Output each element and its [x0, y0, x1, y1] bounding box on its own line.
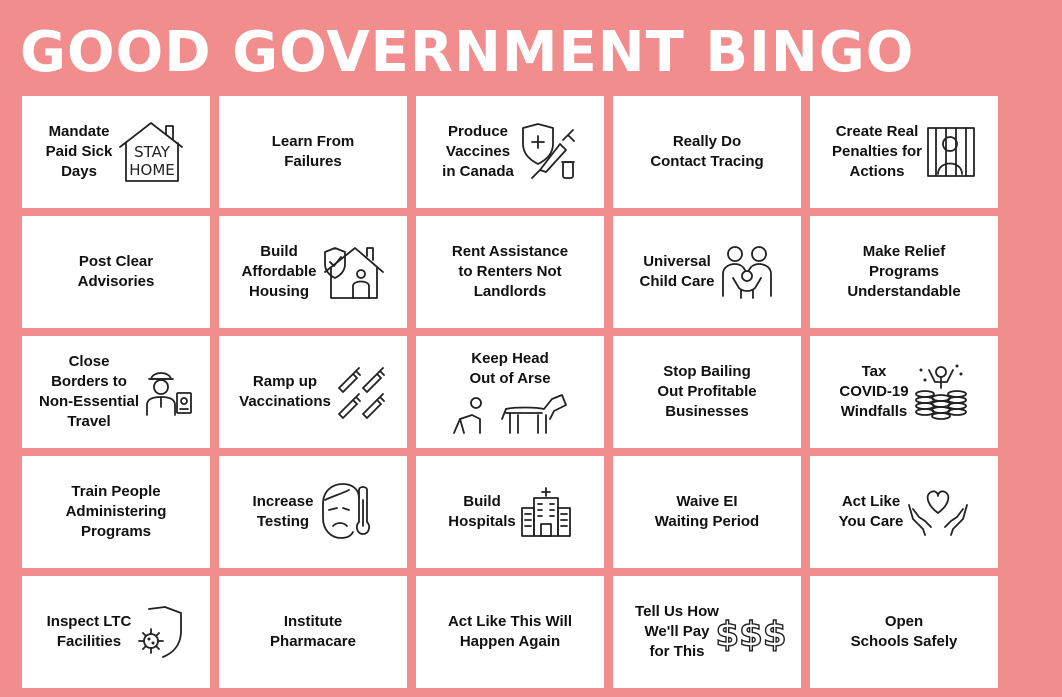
cell-label: Tax COVID-19 Windfalls	[839, 363, 909, 420]
cell-label: Mandate Paid Sick Days	[45, 123, 113, 180]
vaccine-syringe-shield-icon	[518, 122, 578, 182]
house-shield-person-icon	[321, 242, 385, 302]
bingo-cell-real-penalties[interactable]	[810, 96, 998, 208]
money-coins-celebration-icon	[913, 364, 969, 420]
cell-label: Act Like This Will Happen Again	[447, 613, 573, 650]
cell-label: Waive EI Waiting Period	[654, 493, 760, 530]
cell-label: Learn From Failures	[271, 133, 355, 170]
bingo-cell-tell-us-how[interactable]	[613, 576, 801, 688]
border-officer-passport-icon	[143, 367, 193, 417]
bingo-cell-waive-ei[interactable]	[613, 456, 801, 568]
bingo-grid	[22, 96, 998, 688]
bingo-cell-contact-tracing[interactable]	[613, 96, 801, 208]
cell-label: Keep Head Out of Arse	[469, 350, 551, 387]
bingo-cell-tax-windfalls[interactable]	[810, 336, 998, 448]
bingo-cell-paid-sick-days[interactable]	[22, 96, 210, 208]
bingo-cell-act-like-you-care[interactable]	[810, 456, 998, 568]
cell-label: Make Relief Programs Understandable	[847, 243, 961, 300]
bingo-cell-happen-again[interactable]	[416, 576, 604, 688]
page-title: GOOD GOVERNMENT BINGO	[20, 20, 915, 85]
bingo-cell-universal-child-care[interactable]	[613, 216, 801, 328]
bingo-cell-produce-vaccines[interactable]	[416, 96, 604, 208]
dollar-signs-icon	[715, 610, 787, 655]
bingo-cell-train-people[interactable]	[22, 456, 210, 568]
stay-home-house-icon	[116, 119, 186, 185]
bingo-cell-rent-assistance[interactable]	[416, 216, 604, 328]
cell-label: Create Real Penalties for Actions	[831, 123, 923, 180]
cell-label: Ramp up Vaccinations	[239, 373, 331, 410]
bingo-cell-build-hospitals[interactable]	[416, 456, 604, 568]
cell-label: Tell Us How We'll Pay for This	[635, 603, 719, 660]
cell-label: Open Schools Safely	[850, 613, 958, 650]
person-crawling-donkey-icon	[450, 389, 570, 435]
bingo-cell-affordable-housing[interactable]	[219, 216, 407, 328]
bingo-cell-close-borders[interactable]	[22, 336, 210, 448]
cell-label: Post Clear Advisories	[77, 253, 155, 290]
bingo-cell-clear-advisories[interactable]	[22, 216, 210, 328]
cell-label: Really Do Contact Tracing	[650, 133, 764, 170]
bingo-cell-increase-testing[interactable]	[219, 456, 407, 568]
hands-heart-icon	[907, 487, 969, 537]
cell-label: Rent Assistance to Renters Not Landlords	[451, 243, 569, 300]
cell-label: Close Borders to Non-Essential Travel	[38, 353, 140, 430]
cell-label: Institute Pharmacare	[270, 613, 356, 650]
bingo-cell-learn-from-failures[interactable]	[219, 96, 407, 208]
jail-bars-icon	[926, 126, 976, 178]
cell-label: Train People Administering Programs	[65, 483, 167, 540]
bingo-cell-keep-head[interactable]	[416, 336, 604, 448]
cell-label: Build Affordable Housing	[241, 243, 317, 300]
bingo-cell-relief-programs[interactable]	[810, 216, 998, 328]
syringes-icon	[335, 366, 387, 418]
cell-label: Build Hospitals	[448, 493, 516, 530]
dollar-text: $$$	[715, 615, 787, 655]
bingo-cell-ramp-up-vaccinations[interactable]	[219, 336, 407, 448]
cell-label: Produce Vaccines in Canada	[442, 123, 514, 180]
bingo-cell-stop-bailing[interactable]	[613, 336, 801, 448]
family-child-icon	[719, 244, 775, 300]
cell-label: Increase Testing	[252, 493, 314, 530]
virus-shield-icon	[135, 605, 185, 659]
cell-label: Universal Child Care	[639, 253, 715, 290]
bingo-cell-institute-pharmacare[interactable]	[219, 576, 407, 688]
home-text: HOME	[129, 161, 176, 179]
bingo-cell-inspect-ltc[interactable]	[22, 576, 210, 688]
hospital-building-icon	[520, 486, 572, 538]
cell-label: Stop Bailing Out Profitable Businesses	[657, 363, 757, 420]
sick-face-thermometer-icon	[317, 482, 373, 542]
cell-label: Act Like You Care	[838, 493, 904, 530]
bingo-cell-open-schools[interactable]	[810, 576, 998, 688]
cell-label: Inspect LTC Facilities	[46, 613, 132, 650]
stay-text: STAY	[134, 143, 171, 161]
